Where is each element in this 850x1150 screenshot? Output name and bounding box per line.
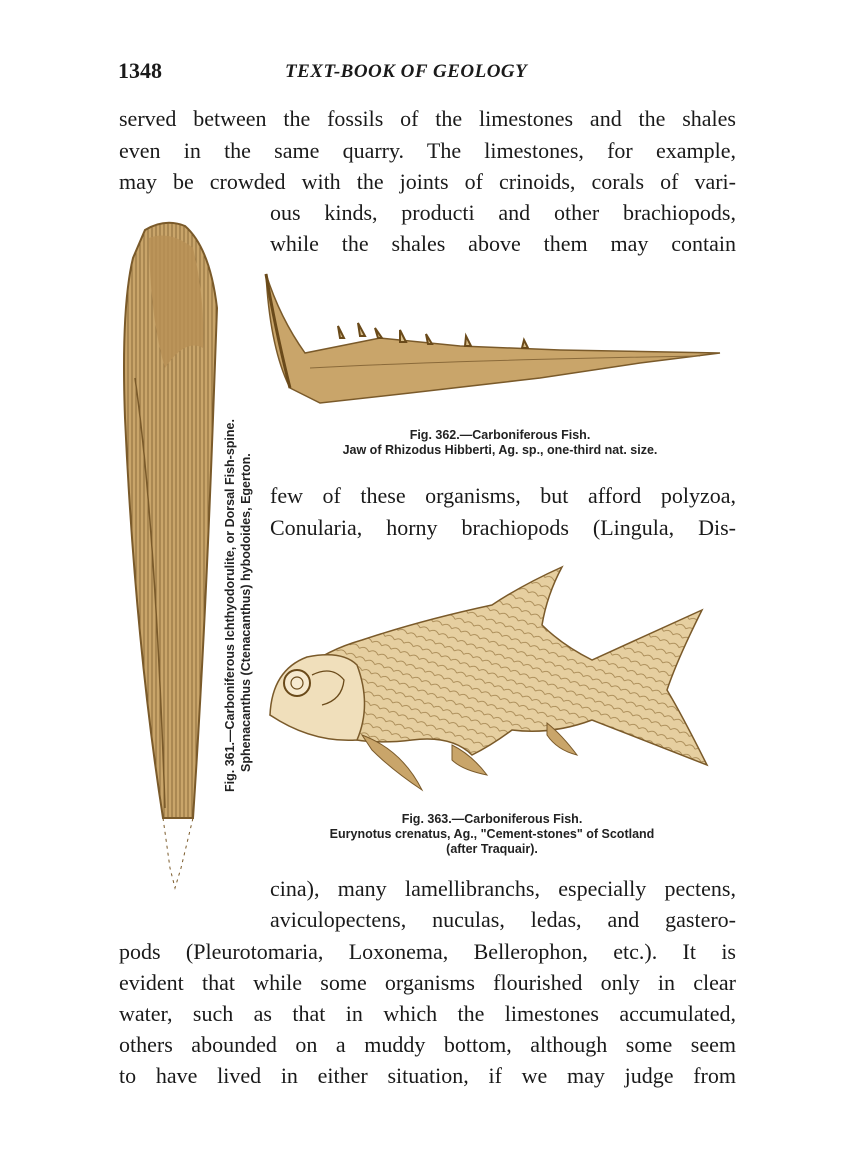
text-line: cina), many lamellibranchs, especially pectens, <box>270 876 736 901</box>
eurynotus-fish-illustration <box>262 565 718 805</box>
text-line: others abounded on a muddy bottom, although some seem <box>119 1032 736 1057</box>
text-line: water, such as that in which the limestones accumulated, <box>119 1001 736 1026</box>
text-line: even in the same quarry. The limestones, for example, <box>119 138 736 163</box>
fish-spine-illustration <box>115 218 225 898</box>
fig361-caption-line2: Sphenacanthus (Ctenacanthus) hybodoides, Egerton. <box>239 453 253 772</box>
fish-jaw-illustration <box>260 268 730 408</box>
text-line: ous kinds, producti and other brachiopods, <box>270 200 736 225</box>
fig361-caption <box>222 342 254 792</box>
text-line: may be crowded with the joints of crinoids, corals of vari- <box>119 169 736 194</box>
text-line: pods (Pleurotomaria, Loxonema, Bellerophon, etc.). It is <box>119 939 736 964</box>
text-line: to have lived in either situation, if we may judge from <box>119 1063 736 1088</box>
fig362-caption-line1: Fig. 362.—Carboniferous Fish. <box>409 428 591 442</box>
text-line: evident that while some organisms flourished only in clear <box>119 970 736 995</box>
fig363-caption-line1: Fig. 363.—Carboniferous Fish. <box>401 812 583 826</box>
text-line: few of these organisms, but afford polyzoa, <box>270 483 736 508</box>
fig362-caption <box>270 428 730 458</box>
fig363-caption-line3: (after Traquair). <box>446 842 538 856</box>
running-title: TEXT-BOOK OF GEOLOGY <box>285 61 528 82</box>
text-line: served between the fossils of the limestones and the shales <box>119 106 736 131</box>
text-line: Conularia, horny brachiopods (Lingula, Dis- <box>270 515 736 540</box>
text-line: while the shales above them may contain <box>270 231 736 256</box>
page-number: 1348 <box>118 58 162 83</box>
fig363-caption-line2: Eurynotus crenatus, Ag., "Cement-stones" of Scotland <box>329 827 655 841</box>
fig361-caption-line1: Fig. 361.—Carboniferous Ichthyodorulite, or Dorsal Fish-spine. <box>223 419 237 792</box>
text-line: aviculopectens, nuculas, ledas, and gastero- <box>270 907 736 932</box>
fig363-caption <box>292 812 692 857</box>
fig362-caption-line2: Jaw of Rhizodus Hibberti, Ag. sp., one-third nat. size. <box>342 443 658 457</box>
